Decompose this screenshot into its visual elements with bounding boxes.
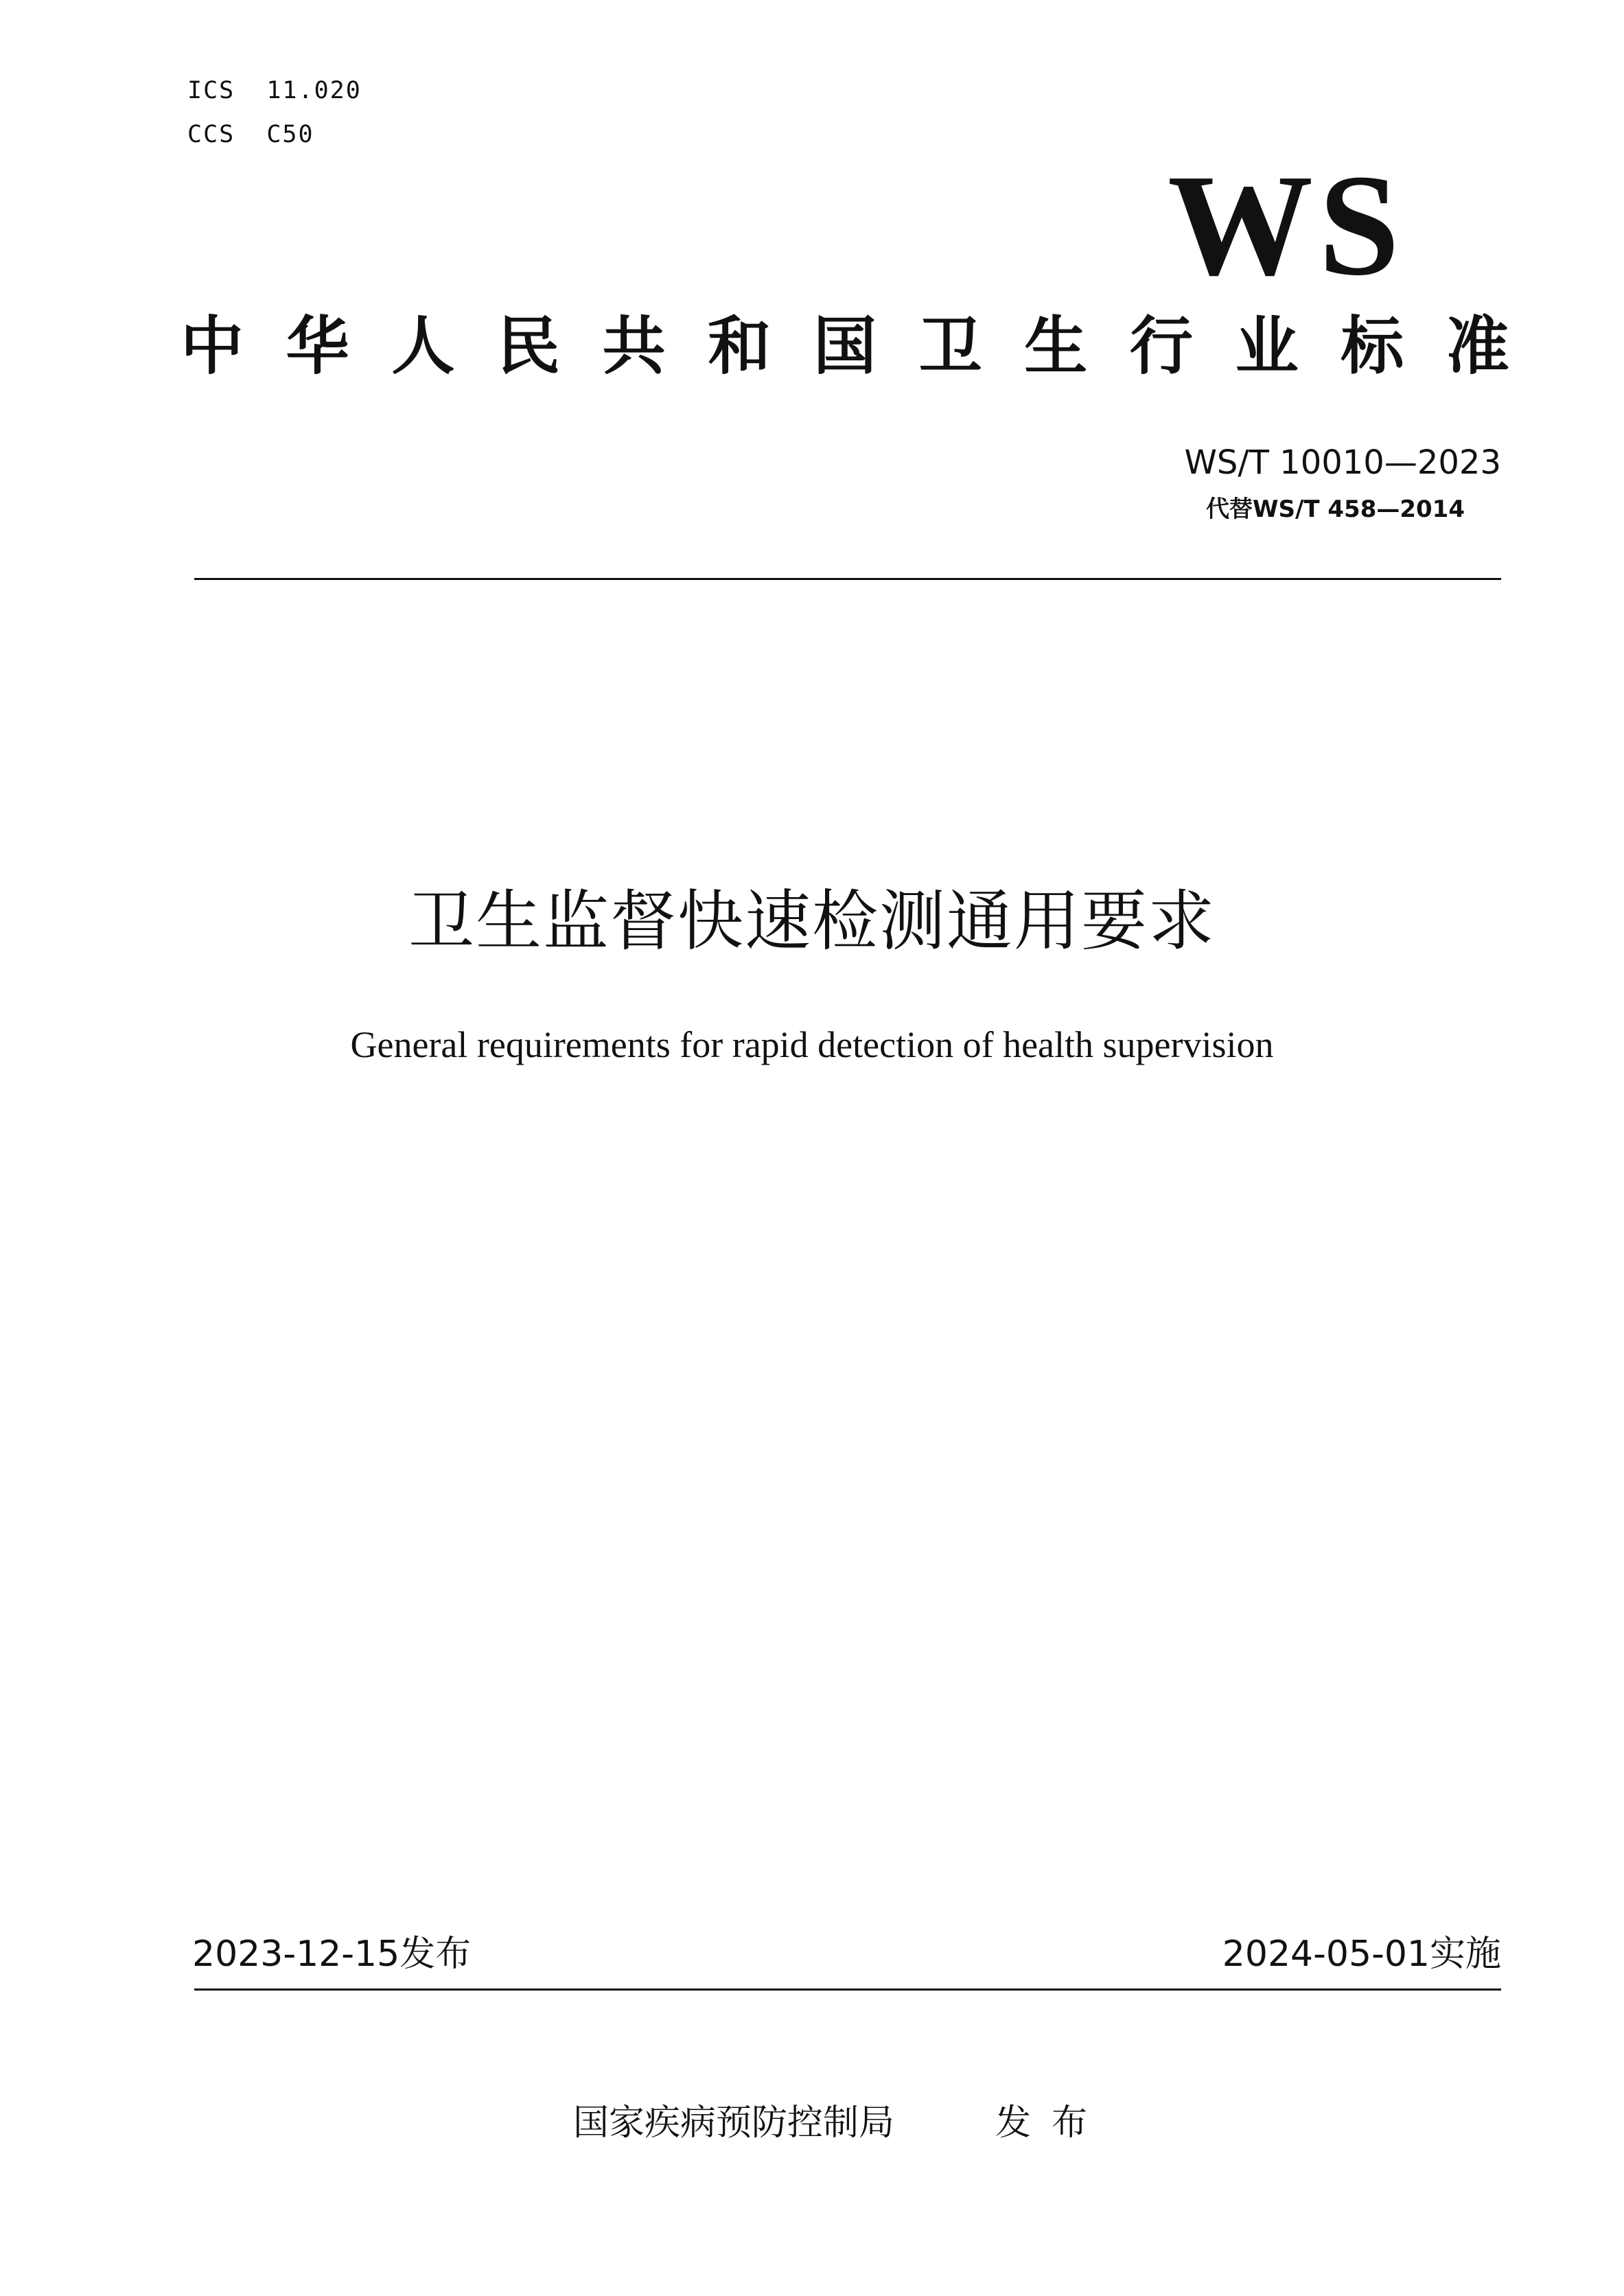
standard-type-heading xyxy=(181,309,1509,384)
document-title-cn: 卫生监督快速检测通用要求 xyxy=(408,883,1216,960)
standard-type-char: 标 xyxy=(1341,310,1404,383)
implementation-date: 2024-05-01实施 xyxy=(1222,1934,1501,1975)
bottom-divider xyxy=(194,1988,1501,1991)
standard-type-char: 中 xyxy=(181,310,244,383)
standard-number: WS/T 10010—2023 xyxy=(1184,443,1501,482)
ics-code: ICS 11.020 xyxy=(187,77,362,104)
publisher-name: 国家疾病预防控制局 xyxy=(573,2102,895,2144)
standard-type-char: 人 xyxy=(391,310,455,383)
ccs-code: CCS C50 xyxy=(187,121,314,148)
publish-label: 发布 xyxy=(995,2102,1109,2144)
standard-type-char: 和 xyxy=(708,310,772,383)
standard-type-char: 共 xyxy=(602,310,666,383)
standard-type-char: 业 xyxy=(1235,310,1299,383)
replaces-standard: 代替WS/T 458—2014 xyxy=(1205,496,1465,523)
standard-type-char: 准 xyxy=(1446,310,1509,383)
standard-type-char: 国 xyxy=(813,310,877,383)
issue-date: 2023-12-15发布 xyxy=(192,1934,472,1975)
top-divider xyxy=(194,578,1501,580)
standard-type-char: 卫 xyxy=(918,310,982,383)
standard-type-char: 行 xyxy=(1129,310,1193,383)
standard-type-char: 华 xyxy=(286,310,349,383)
standard-type-char: 民 xyxy=(496,310,560,383)
standard-type-char: 生 xyxy=(1024,310,1088,383)
document-title-en: General requirements for rapid detection of health supervision xyxy=(350,1024,1274,1065)
ws-logo: WS xyxy=(1168,144,1405,305)
